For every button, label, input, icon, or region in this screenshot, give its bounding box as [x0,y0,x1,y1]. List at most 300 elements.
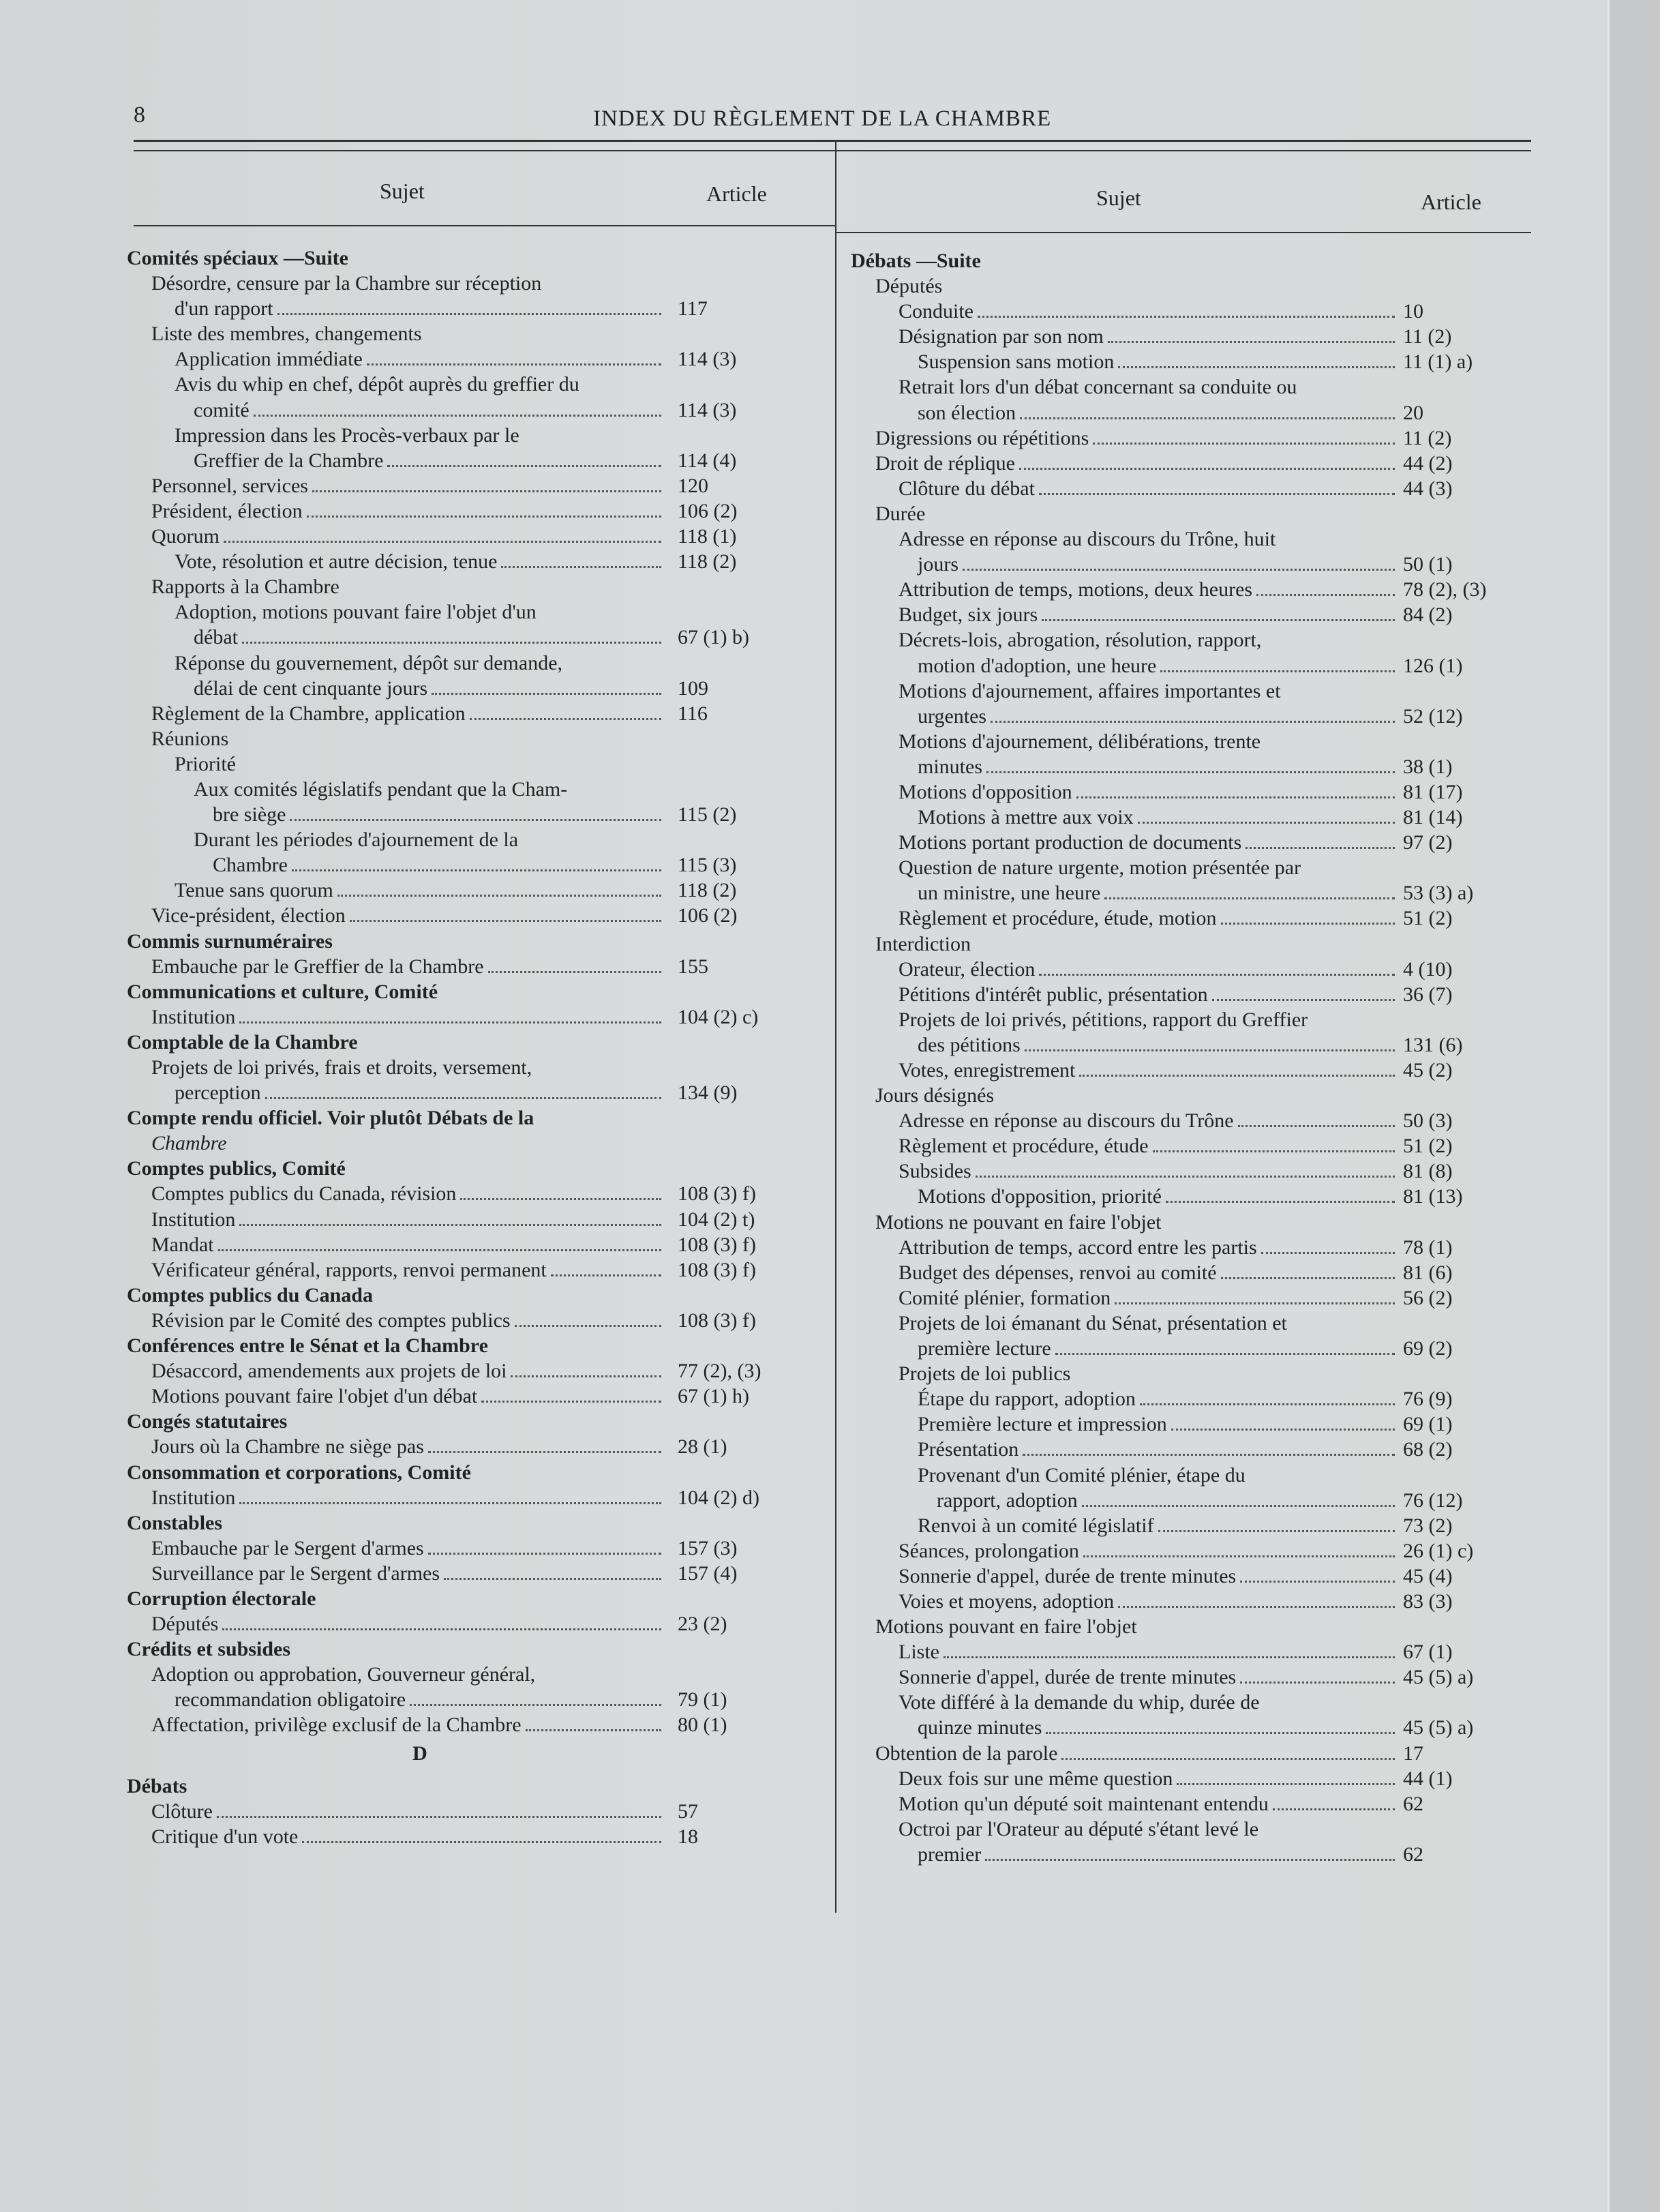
index-entry [127,1799,822,1824]
entry-text: Sonnerie d'appel, durée de trente minutes [899,1666,1237,1689]
index-entry [127,1004,822,1030]
article-number: 52 (12) [1403,704,1463,728]
leader-dots [1166,1201,1395,1203]
index-entry [127,802,822,827]
article-number: 73 (2) [1403,1514,1453,1537]
article-number: 117 [678,297,708,320]
leader-dots [1061,1758,1395,1760]
index-entry [851,1564,1573,1589]
article-number: 108 (3) f) [678,1309,756,1332]
article-number: 104 (2) t) [678,1208,755,1231]
index-entry [851,299,1573,324]
entry-text: Interdiction [875,932,971,955]
leader-dots [302,1841,661,1843]
index-entry [851,1715,1573,1740]
index-entry [851,1538,1573,1564]
entry-text: Comités spéciaux —Suite [127,247,348,269]
index-entry [127,1687,822,1712]
index-heading [127,1105,822,1131]
article-number: 67 (1) h) [678,1385,749,1408]
leader-dots [410,1704,661,1706]
article-number: 45 (2) [1403,1059,1453,1081]
index-entry [851,627,1573,653]
article-number: 108 (3) f) [678,1233,756,1256]
leader-dots [292,869,661,871]
article-number: 79 (1) [678,1688,727,1712]
entry-text: Digressions ou répétitions [875,426,1089,449]
index-heading [127,1333,822,1358]
leader-dots [976,1176,1395,1178]
entry-text: délai de cent cinquante jours [194,676,428,700]
leader-dots [277,313,661,315]
entry-text: Obtention de la parole [875,1742,1058,1765]
index-entry [127,296,822,321]
entry-text: Comité plénier, formation [899,1286,1111,1309]
index-entry [851,1639,1573,1664]
entry-text: Adoption ou approbation, Gouverneur général, [151,1663,536,1686]
index-entry [851,1664,1573,1690]
article-number: 44 (1) [1403,1767,1453,1790]
entry-text: Révision par le Comité des comptes publics [151,1309,511,1332]
entry-text: Décrets-lois, abrogation, résolution, rapport, [899,629,1262,652]
entry-text: Réponse du gouvernement, dépôt sur demande, [175,651,563,674]
entry-text: Question de nature urgente, motion présentée par [899,856,1301,880]
entry-text: débat [194,626,238,649]
entry-text: Comptes publics du Canada, révision [151,1182,457,1206]
index-entry [851,374,1573,400]
article-number: 68 (2) [1403,1438,1453,1461]
article-number: 104 (2) d) [678,1486,759,1509]
entry-text: Aux comités législatifs pendant que la Cham- [194,777,568,801]
section-letter [127,1738,822,1774]
entry-text: Tenue sans quorum [175,879,333,902]
entry-text: Personnel, services [151,474,308,497]
leader-dots [511,1375,661,1377]
right-article-header: Article [1421,190,1481,214]
leader-dots [1046,1732,1395,1734]
index-entry [127,1358,822,1384]
article-number: 81 (14) [1403,806,1463,829]
leader-dots [337,895,661,897]
index-entry [127,1384,822,1409]
article-number: 45 (4) [1403,1564,1453,1587]
article-number: 81 (6) [1403,1261,1453,1284]
index-heading [127,1510,822,1536]
left-header-underline [134,225,835,226]
entry-text: Désordre, censure par la Chambre sur réception [151,272,542,295]
entry-text: Motions ne pouvant en faire l'objet [875,1210,1162,1234]
entry-text: Débats [127,1774,187,1797]
entry-text: Motions d'ajournement, délibérations, trente [899,730,1261,753]
index-entry [851,1133,1573,1159]
index-entry [851,906,1573,931]
index-entry [851,678,1573,704]
article-number: 134 (9) [678,1081,738,1105]
index-entry [851,653,1573,678]
index-entry [851,1184,1573,1209]
article-number: 116 [678,702,708,725]
leader-dots [1221,923,1395,925]
entry-text: Vote différé à la demande du whip, durée de [899,1691,1260,1714]
entry-text: Compte rendu officiel. Voir plutôt Débats de la [127,1107,534,1130]
article-number: 57 [678,1799,698,1823]
leader-dots [1019,468,1395,470]
index-entry [851,526,1573,552]
article-number: 78 (1) [1403,1236,1453,1259]
index-entry [127,473,822,498]
index-entry [127,1561,822,1586]
entry-text: motion d'adoption, une heure [918,654,1157,677]
entry-text: Députés [151,1613,219,1636]
index-entry [851,855,1573,880]
article-number: 157 (4) [678,1561,738,1585]
index-entry [851,324,1573,349]
leader-dots [1039,493,1395,495]
index-entry [127,448,822,473]
index-heading [127,1460,822,1485]
leader-dots [218,1249,661,1251]
leader-dots [290,819,661,821]
index-entry [851,1108,1573,1133]
index-entry [851,931,1573,957]
entry-text: Adresse en réponse au discours du Trône, huit [899,528,1276,551]
leader-dots [1153,1150,1395,1152]
entry-text: Désignation par son nom [899,325,1104,348]
index-entry [127,676,822,701]
leader-dots [1261,1252,1395,1254]
article-number: 78 (2), (3) [1403,578,1487,601]
entry-text: Constables [127,1511,223,1534]
article-number: 67 (1) b) [678,626,749,649]
index-entry [851,1032,1573,1058]
entry-text: Liste [899,1641,939,1664]
leader-dots [1177,1783,1395,1785]
entry-text: recommandation obligatoire [175,1688,406,1712]
index-entry [127,777,822,802]
article-number: 155 [678,955,708,978]
index-entry [127,878,822,903]
leader-dots [944,1656,1395,1658]
entry-text: Projets de loi publics [899,1362,1071,1386]
leader-dots [1039,974,1395,976]
entry-text: Motions d'opposition, priorité [918,1185,1162,1208]
entry-text: Embauche par le Greffier de la Chambre [151,955,484,978]
index-entry [127,1080,822,1105]
index-entry [127,1232,822,1257]
leader-dots [986,771,1395,773]
index-entry [851,349,1573,374]
right-index-column [851,248,1573,1867]
index-entry [851,1437,1573,1462]
leader-dots [312,490,661,492]
index-entry [851,1260,1573,1285]
leader-dots [1158,1530,1395,1532]
index-entry [851,1690,1573,1715]
article-number: 23 (2) [678,1613,727,1636]
index-entry [127,498,822,524]
article-number: 114 (4) [678,449,737,472]
index-entry [127,827,822,852]
article-number: 11 (1) a) [1403,350,1473,374]
article-number: 44 (2) [1403,451,1453,475]
leader-dots [1118,1606,1395,1608]
entry-text: Deux fois sur une même question [899,1767,1173,1790]
index-entry [851,425,1573,451]
index-entry [851,1791,1573,1817]
article-number: 81 (8) [1403,1160,1453,1183]
entry-text: Conférences entre le Sénat et la Chambre [127,1334,488,1358]
entry-text: Motions pouvant faire l'objet d'un débat [151,1385,478,1408]
article-number: 76 (9) [1403,1388,1453,1411]
leader-dots [428,1553,661,1555]
article-number: 131 (6) [1403,1033,1463,1056]
entry-text: Pétitions d'intérêt public, présentation [899,983,1208,1006]
index-heading [127,979,822,1004]
leader-dots [1055,1353,1395,1355]
index-entry [851,1589,1573,1614]
left-subject-header: Sujet [380,179,425,203]
entry-text: Greffier de la Chambre [194,449,384,472]
adjacent-page-edge [1608,0,1660,2212]
entry-text: son élection [918,401,1016,424]
article-number: 109 [678,676,708,700]
article-number: 115 (3) [678,854,737,877]
index-entry [127,1207,822,1232]
article-number: 4 (10) [1403,957,1453,981]
index-entry [851,476,1573,501]
header-rule-double [134,150,1531,151]
index-entry [851,1386,1573,1411]
entry-text: Motions pouvant en faire l'objet [875,1615,1137,1639]
article-number: 157 (3) [678,1536,738,1559]
leader-dots [1160,670,1395,672]
leader-dots [526,1729,661,1731]
entry-text: jours [918,553,959,576]
index-entry [127,321,822,346]
leader-dots [217,1816,661,1818]
entry-text: Mandat [151,1233,214,1256]
article-number: 56 (2) [1403,1286,1453,1309]
entry-text: quinze minutes [918,1716,1042,1739]
index-entry [127,549,822,574]
index-entry [851,1159,1573,1184]
entry-text: Débats —Suite [851,250,981,272]
article-number: 114 (3) [678,398,737,421]
leader-dots [963,569,1395,571]
leader-dots [224,541,661,543]
page-number: 8 [134,102,145,128]
article-number: 36 (7) [1403,983,1453,1006]
entry-text: Règlement de la Chambre, application [151,702,466,725]
article-number: 114 (3) [678,348,737,371]
leader-dots [488,971,661,973]
entry-text: Sonnerie d'appel, durée de trente minutes [899,1564,1237,1587]
article-number: 97 (2) [1403,831,1453,854]
leader-dots [239,1224,661,1226]
entry-text: Jours désignés [875,1084,995,1107]
entry-text: Chambre [213,854,288,877]
leader-dots [1240,1682,1395,1684]
article-number: 106 (2) [678,904,738,927]
entry-text: premier [918,1842,982,1866]
leader-dots [1246,847,1395,849]
article-number: 45 (5) a) [1403,1666,1474,1689]
entry-text: Rapports à la Chambre [151,576,339,599]
leader-dots [470,718,661,720]
entry-text: Président, élection [151,499,303,522]
leader-dots [978,316,1395,318]
entry-text: Embauche par le Sergent d'armes [151,1536,424,1559]
index-entry [851,577,1573,602]
leader-dots [1171,1429,1395,1431]
leader-dots [1240,1581,1395,1583]
leader-dots [1079,1075,1395,1077]
index-entry [127,524,822,549]
article-number: 51 (2) [1403,907,1453,930]
entry-text: Vérificateur général, rapports, renvoi permanent [151,1258,547,1281]
index-entry [851,273,1573,299]
entry-text: bre siège [213,803,286,826]
entry-text: Budget des dépenses, renvoi au comité [899,1261,1217,1284]
entry-text: Voies et moyens, adoption [899,1589,1115,1613]
leader-dots [1118,366,1395,368]
index-entry [127,271,822,296]
entry-text: Vote, résolution et autre décision, tenue [175,550,498,573]
leader-dots [1042,619,1395,621]
article-number: 104 (2) c) [678,1005,759,1028]
entry-text: Crédits et subsides [127,1638,291,1661]
entry-text: Retrait lors d'un débat concernant sa conduite ou [899,376,1297,399]
entry-text: Budget, six jours [899,603,1038,627]
article-number: 77 (2), (3) [678,1360,761,1383]
index-entry [851,1007,1573,1032]
index-entry [851,1741,1573,1766]
entry-text: Motion qu'un député soit maintenant entendu [899,1792,1269,1815]
index-heading [127,1774,822,1799]
article-number: 45 (5) a) [1403,1716,1474,1739]
index-entry [851,830,1573,855]
entry-text: Comptable de la Chambre [127,1030,358,1053]
index-entry [851,957,1573,982]
entry-text: Impression dans les Procès-verbaux par le [175,423,519,447]
index-entry [851,1513,1573,1538]
index-entry [851,1285,1573,1311]
index-heading [127,1586,822,1611]
entry-text: Projets de loi émanant du Sénat, présentation et [899,1311,1287,1334]
running-title: INDEX DU RÈGLEMENT DE LA CHAMBRE [593,106,1052,131]
leader-dots [501,566,661,568]
entry-text: minutes [918,755,982,778]
article-number: 69 (2) [1403,1337,1453,1360]
article-number: 81 (17) [1403,780,1463,803]
index-entry [851,451,1573,476]
column-divider [835,140,836,1913]
entry-text: Orateur, élection [899,957,1036,981]
leader-dots [1093,443,1395,445]
entry-text: Subsides [899,1160,971,1183]
entry-text: Comptes publics, Comité [127,1157,346,1180]
index-heading [127,1156,822,1181]
index-entry [851,779,1573,805]
leader-dots [1140,1403,1395,1405]
index-entry [127,1712,822,1737]
leader-dots [1238,1125,1395,1127]
entry-text: Commis surnuméraires [127,929,333,953]
article-number: 76 (12) [1403,1489,1463,1512]
index-entry [127,599,822,625]
leader-dots [1082,1505,1395,1507]
index-entry [851,1083,1573,1108]
index-entry [851,1766,1573,1791]
index-entry [127,903,822,928]
index-entry [127,1181,822,1206]
index-entry [127,1485,822,1510]
entry-text: rapport, adoption [937,1489,1078,1512]
index-entry [127,1131,822,1156]
index-entry [851,1361,1573,1386]
article-number: 81 (13) [1403,1185,1463,1208]
leader-dots [222,1628,661,1630]
index-entry [851,1235,1573,1260]
entry-text: Corruption électorale [127,1587,316,1610]
leader-dots [307,515,661,518]
article-number: 118 (1) [678,525,737,548]
article-number: 50 (1) [1403,553,1453,576]
article-number: 62 [1403,1842,1423,1866]
entry-text: Clôture du débat [899,477,1035,500]
entry-text: Clôture [151,1799,213,1823]
entry-text: Application immédiate [175,348,363,371]
article-number: 69 (1) [1403,1413,1453,1436]
index-entry [127,1824,822,1849]
index-entry [851,1842,1573,1867]
index-entry [851,1463,1573,1488]
index-entry [127,1308,822,1333]
entry-text: Consommation et corporations, Comité [127,1461,471,1484]
entry-text: Liste des membres, changements [151,323,422,346]
leader-dots [1108,341,1395,343]
entry-text: Règlement et procédure, étude, motion [899,907,1217,930]
index-entry [127,372,822,397]
entry-text: Affectation, privilège exclusif de la Chambre [151,1714,522,1737]
article-number: 10 [1403,300,1423,323]
entry-text: Jours où la Chambre ne siège pas [151,1435,424,1459]
entry-text: Chambre [151,1132,227,1155]
entry-text: Congés statutaires [127,1410,288,1433]
index-entry [851,552,1573,577]
index-entry [851,805,1573,830]
leader-dots [1273,1808,1395,1810]
index-entry [851,501,1573,526]
leader-dots [1221,1277,1395,1279]
entry-text: Adoption, motions pouvant faire l'objet d'un [175,601,537,624]
article-number: 26 (1) c) [1403,1539,1474,1562]
article-number: 44 (3) [1403,477,1453,500]
entry-text: Première lecture et impression [918,1413,1167,1436]
index-entry [127,1536,822,1561]
index-entry [851,880,1573,906]
entry-text: Conduite [899,300,974,323]
leader-dots [350,920,661,922]
index-entry [127,398,822,423]
entry-text: Réunions [151,727,229,750]
index-entry [127,1434,822,1459]
entry-text: urgentes [918,704,987,728]
article-number: 67 (1) [1403,1641,1453,1664]
leader-dots [515,1325,661,1327]
entry-text: Durée [875,502,926,525]
leader-dots [265,1097,661,1099]
